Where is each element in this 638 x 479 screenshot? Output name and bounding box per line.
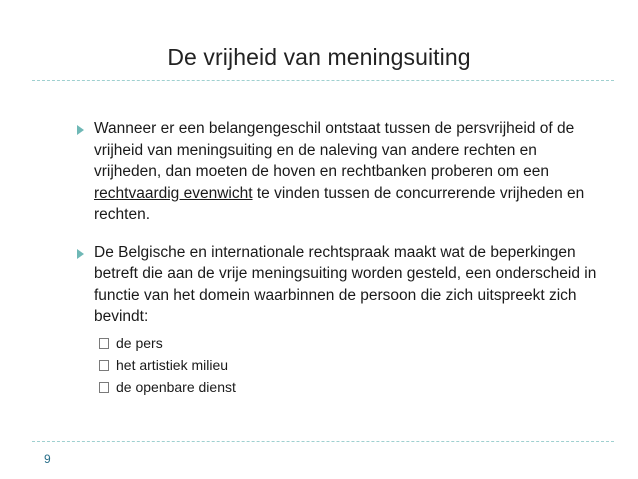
sub-bullet-list xyxy=(94,332,607,398)
square-bullet-icon xyxy=(99,382,109,393)
page-number: 9 xyxy=(44,452,51,466)
sub-item-label: de pers xyxy=(116,334,163,351)
bullet-1-underlined-term: rechtvaardig evenwicht xyxy=(94,184,253,202)
bullet-1-text-after: te vinden tussen de concurrerende vrijheden en rechten. xyxy=(94,184,585,223)
slide-title: De vrijheid van meningsuiting xyxy=(167,44,471,70)
bullet-1-text-before: Wanneer er een belangengeschil ontstaat tussen de persvrijheid of de vrijheid van meningsuiting en de naleving van andere rechten en vrijheden, dan moeten de hoven en rechtbanken proberen om een xyxy=(94,120,575,180)
bullet-list xyxy=(77,118,607,414)
sub-item-label: het artistiek milieu xyxy=(116,356,229,373)
bullet-item-2 xyxy=(77,242,607,398)
sub-item-openbare-dienst xyxy=(94,376,607,398)
square-bullet-icon xyxy=(99,338,109,349)
square-bullet-icon xyxy=(99,360,109,371)
arrow-bullet-icon xyxy=(77,125,84,135)
sub-item-artistiek xyxy=(94,354,607,376)
sub-item-label: de openbare dienst xyxy=(116,378,236,395)
bullet-item-1 xyxy=(77,118,607,226)
top-divider xyxy=(32,80,614,81)
sub-item-pers xyxy=(94,332,607,354)
arrow-bullet-icon xyxy=(77,249,84,259)
bottom-divider xyxy=(32,441,614,442)
bullet-2-text: De Belgische en internationale rechtspraak maakt wat de beperkingen betreft die aan de vrije meningsuiting worden gesteld, een onderscheid in functie van het domein waarbinnen de persoon die zich uitspreekt zich bevindt: xyxy=(94,243,597,325)
